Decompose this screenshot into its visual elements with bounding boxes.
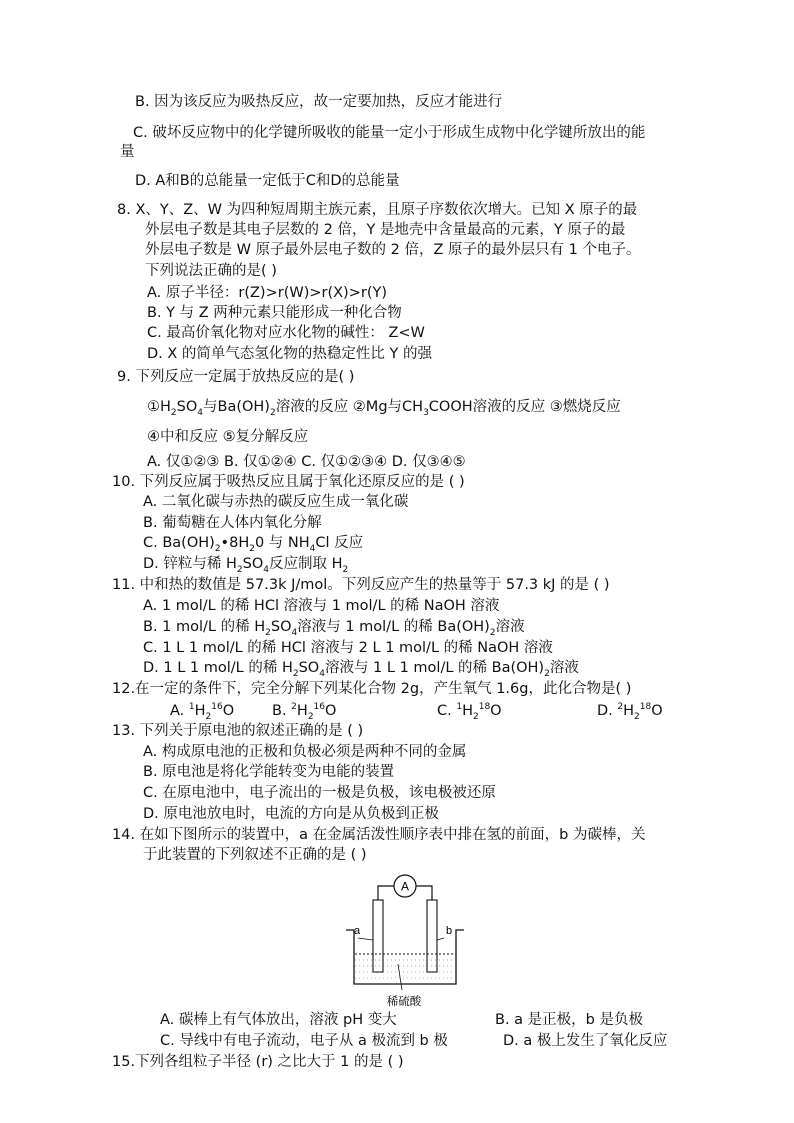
q14-stem-1: 14. 在如下图所示的装置中，a 在金属活泼性顺序表中排在氢的前面，b 为碳棒，关 (112, 827, 646, 843)
q12-stem: 12.在一定的条件下，完全分解下列某化合物 2g，产生氧气 1.6g，此化合物是( ) (112, 681, 632, 697)
q14-option-d: D. a 极上发生了氧化反应 (503, 1033, 668, 1049)
q10-option-b: B. 葡萄糖在人体内氧化分解 (143, 515, 322, 531)
q8-option-a: A. 原子半径：r(Z)>r(W)>r(X)>r(Y) (147, 285, 387, 301)
electrode-a-label: a (354, 925, 361, 937)
electrolyte-label: 稀硫酸 (386, 994, 422, 1008)
ammeter-label: A (400, 879, 410, 894)
q8-stem-2: 外层电子数是其电子层数的 2 倍，Y 是地壳中含量最高的元素，Y 原子的最 (145, 222, 626, 238)
q10-option-a: A. 二氧化碳与赤热的碳反应生成一氧化碳 (143, 494, 409, 510)
q8-stem-1: 8. X、Y、Z、W 为四种短周期主族元素，且原子序数依次增大。已知 X 原子的最 (117, 202, 638, 218)
beaker (346, 930, 464, 984)
q13-option-a: A. 构成原电池的正极和负极必须是两种不同的金属 (143, 744, 467, 760)
q8-option-b: B. Y 与 Z 两种元素只能形成一种化合物 (147, 305, 402, 321)
q7-option-d: D. A和B的总能量一定低于C和D的总能量 (135, 173, 400, 189)
q15-stem: 15.下列各组粒子半径 (r) 之比大于 1 的是 ( ) (112, 1054, 404, 1070)
electrode-a (373, 900, 383, 972)
q13-stem: 13. 下列关于原电池的叙述正确的是 ( ) (112, 723, 364, 739)
q12-option-b: B. $^2H_2^{16}O$ (272, 702, 337, 722)
q8-option-d: D. X 的简单气态氢化物的热稳定性比 Y 的强 (147, 346, 432, 362)
q9-stem: 9. 下列反应一定属于放热反应的是( ) (117, 369, 355, 385)
q14-stem-2: 于此装置的下列叙述不正确的是 ( ) (143, 847, 367, 863)
q7-option-b: B. 因为该反应为吸热反应，故一定要加热，反应才能进行 (135, 94, 503, 110)
galvanic-cell-diagram (340, 868, 470, 1008)
q13-option-b: B. 原电池是将化学能转变为电能的装置 (143, 764, 395, 780)
q12-option-c: C. $^1H_2^{18}O$ (437, 702, 502, 722)
q11-option-a: A. 1 mol/L 的稀 HCl 溶液与 1 mol/L 的稀 NaOH 溶液 (143, 598, 500, 614)
q7-option-c-cont: 量 (120, 144, 135, 160)
q14-option-a: A. 碳棒上有气体放出，溶液 pH 变大 (160, 1012, 397, 1028)
q11-option-b: B. 1 mol/L 的稀 $H_2SO_4$溶液与 1 mol/L 的稀 $Ba(OH)_2$溶液 (143, 619, 525, 638)
q14-option-c: C. 导线中有电子流动，电子从 a 极流到 b 极 (160, 1033, 448, 1049)
wire-left (378, 886, 394, 900)
q8-stem-4: 下列说法正确的是( ) (145, 263, 277, 279)
q7-option-c: C. 破坏反应物中的化学键所吸收的能量一定小于形成生成物中化学键所放出的能 (133, 125, 646, 141)
q8-option-c: C. 最高价氧化物对应水化物的碱性： Z<W (147, 325, 425, 341)
electrode-b-label: b (446, 925, 453, 937)
wire-right (416, 886, 432, 900)
q13-option-c: C. 在原电池中，电子流出的一极是负极，该电极被还原 (143, 785, 496, 801)
q9-options: A. 仅①②③ B. 仅①②④ C. 仅①②③④ D. 仅③④⑤ (147, 454, 466, 470)
q11-option-c: C. 1 L 1 mol/L 的稀 HCl 溶液与 2 L 1 mol/L 的稀 NaOH 溶液 (143, 640, 553, 656)
q12-option-d: D. $^2H_2^{18}O$ (597, 702, 663, 722)
q12-option-a: A. $^1H_2^{16}O$ (170, 702, 235, 722)
q8-stem-3: 外层电子数是 W 原子最外层电子数的 2 倍，Z 原子的最外层只有 1 个电子。 (145, 242, 641, 258)
q10-option-c: C. $Ba(OH)_2•8H_20$ 与 $NH_4Cl$ 反应 (143, 535, 364, 554)
q11-stem: 11. 中和热的数值是 57.3k J/mol。下列反应产生的热量等于 57.3 kJ 的是 ( ) (112, 577, 610, 593)
q13-option-d: D. 原电池放电时，电流的方向是从负极到正极 (143, 806, 439, 822)
q14-option-b: B. a 是正极，b 是负极 (495, 1012, 643, 1028)
q9-items-line-1: $①H_2SO_4$与$Ba(OH)_2$溶液的反应 ②Mg与$CH_3COOH$溶液的反应 ③燃烧反应 (147, 399, 621, 418)
electrode-b (427, 900, 437, 972)
q10-option-d: D. 锌粒与稀 $H_2SO_4$反应制取 $H_2$ (143, 556, 349, 575)
q10-stem: 10. 下列反应属于吸热反应且属于氧化还原反应的是 ( ) (112, 474, 465, 490)
q9-items-line-2: ④中和反应 ⑤复分解反应 (147, 429, 309, 445)
q11-option-d: D. 1 L 1 mol/L 的稀 $H_2SO_4$溶液与 1 L 1 mol/L 的稀 $Ba(OH)_2$溶液 (143, 660, 579, 679)
